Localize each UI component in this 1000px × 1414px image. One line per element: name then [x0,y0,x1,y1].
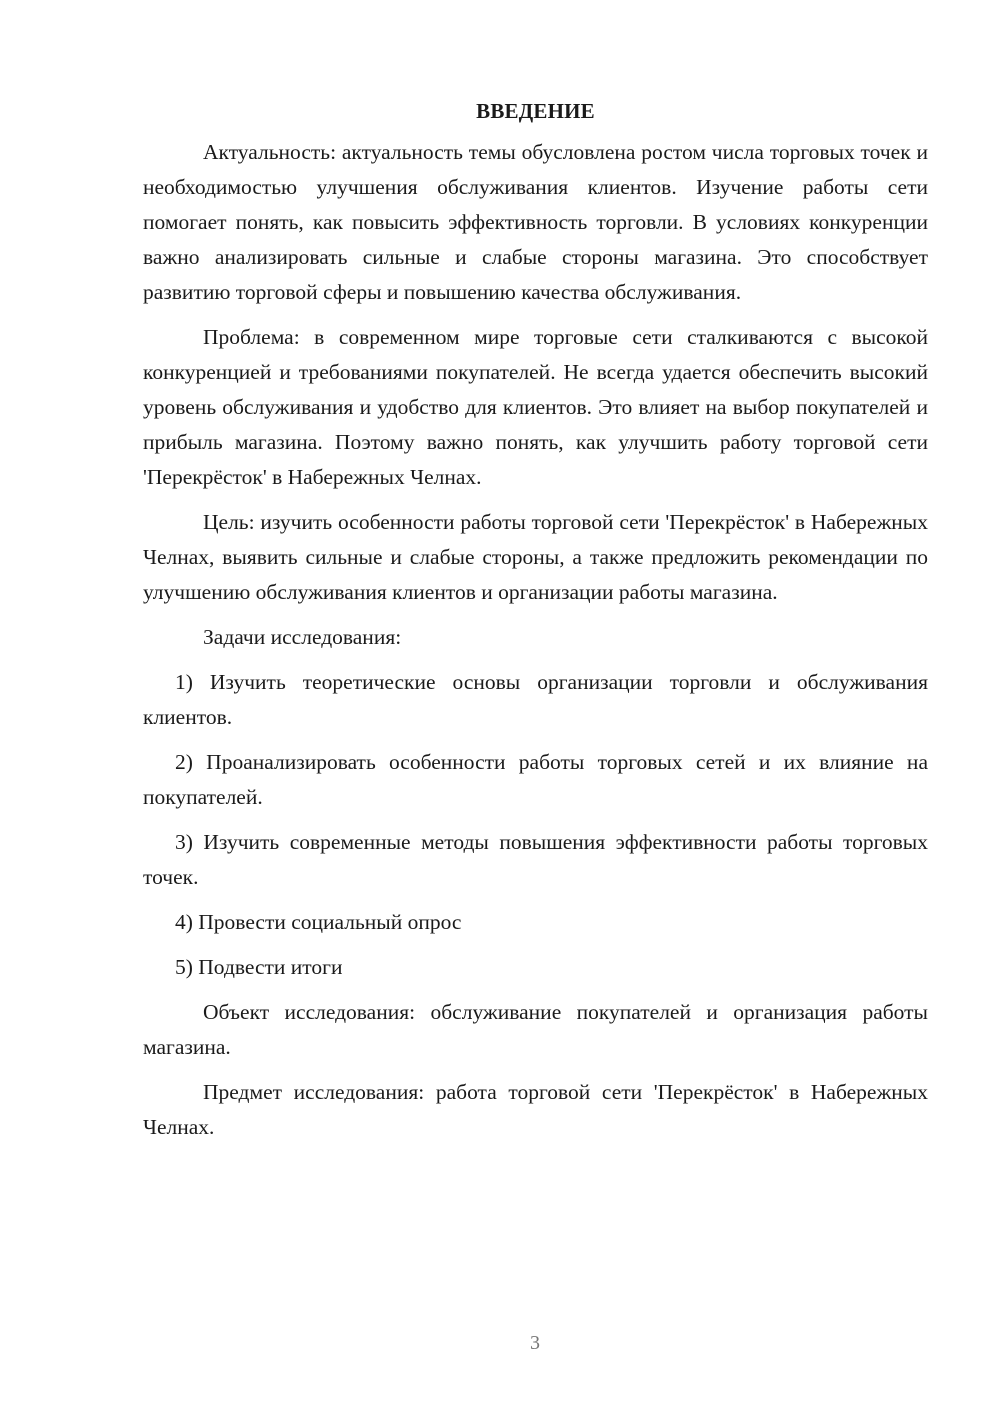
page-content [143,95,928,1145]
page-number: 3 [530,1332,540,1354]
task-item-1: 1) Изучить теоретические основы организации торговли и обслуживания клиентов. [143,670,928,729]
task-item-4: 4) Провести социальный опрос [175,910,462,934]
paragraph-relevance: Актуальность: актуальность темы обусловлена ростом числа торговых точек и необходимостью улучшения обслуживания клиентов. Изучение работы сети помогает понять, как повысить эффективность торговли. В условиях конкуренции важно анализировать сильные и слабые стороны магазина. Это способствует развитию торговой сферы и повышению качества обслуживания. [143,140,928,304]
task-item-5: 5) Подвести итоги [175,955,343,979]
paragraph-goal: Цель: изучить особенности работы торговой сети 'Перекрёсток' в Набережных Челнах, выявить сильные и слабые стороны, а также предложить рекомендации по улучшению обслуживания клиентов и организации работы магазина. [143,510,928,604]
task-item-3: 3) Изучить современные методы повышения эффективности работы торговых точек. [143,830,928,889]
tasks-heading: Задачи исследования: [203,625,402,649]
task-item-2: 2) Проанализировать особенности работы торговых сетей и их влияние на покупателей. [143,750,928,809]
paragraph-object: Объект исследования: обслуживание покупателей и организация работы магазина. [143,1000,928,1059]
paragraph-problem: Проблема: в современном мире торговые сети сталкиваются с высокой конкуренцией и требованиями покупателей. Не всегда удается обеспечить высокий уровень обслуживания и удобство для клиентов. Это влияет на выбор покупателей и прибыль магазина. Поэтому важно понять, как улучшить работу торговой сети 'Перекрёсток' в Набережных Челнах. [143,325,928,489]
page-title: ВВЕДЕНИЕ [476,99,595,123]
paragraph-subject: Предмет исследования: работа торговой сети 'Перекрёсток' в Набережных Челнах. [143,1080,928,1139]
